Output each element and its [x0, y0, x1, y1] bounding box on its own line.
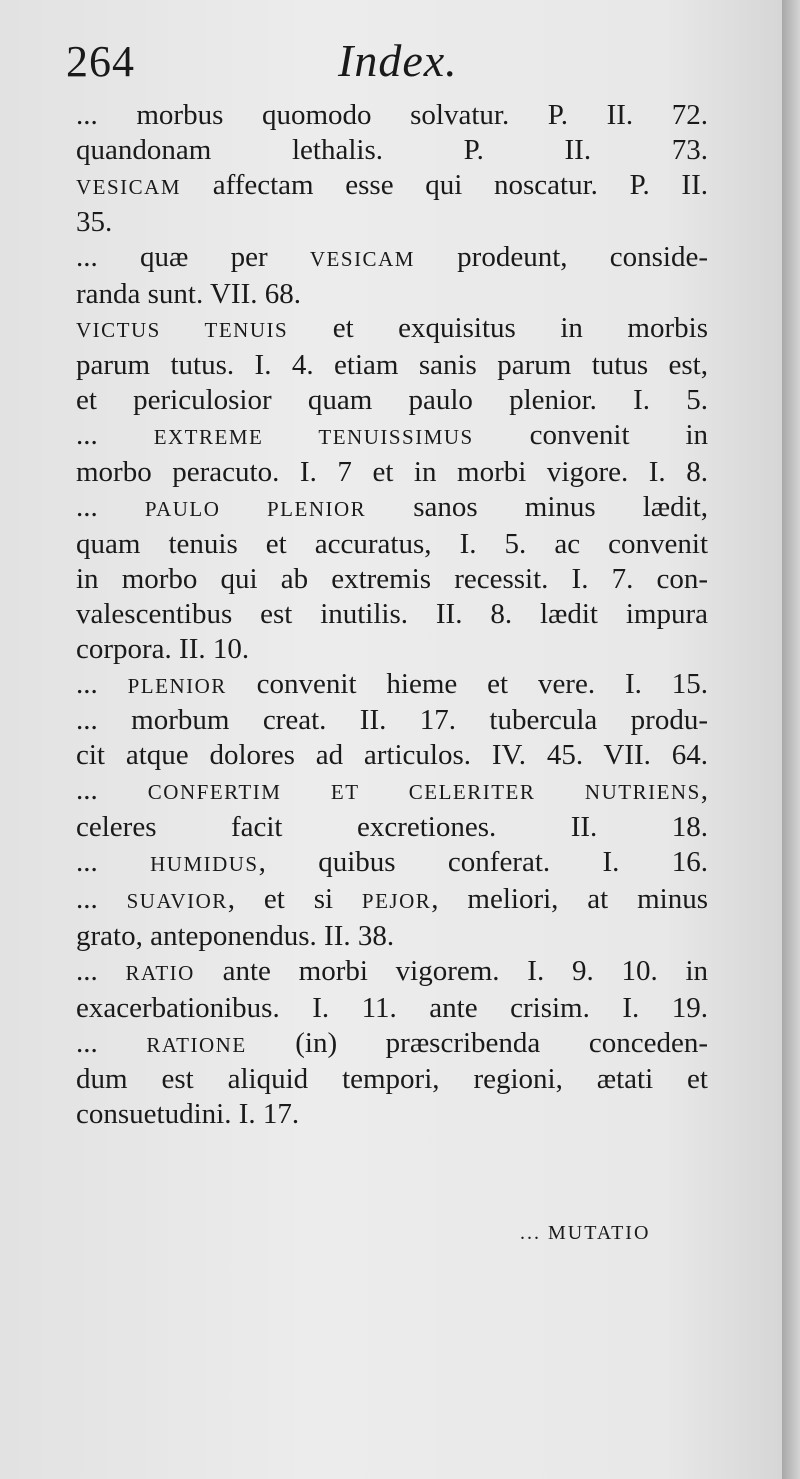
line-text: affectam esse qui noscatur. P. II.	[181, 168, 708, 201]
line-text: ...	[76, 1026, 147, 1059]
small-caps-term: VESICAM	[309, 246, 415, 271]
small-caps-term: VESICAM	[76, 174, 182, 199]
index-line	[76, 882, 708, 919]
index-line	[76, 597, 708, 632]
index-line	[76, 845, 708, 882]
small-caps-term: SUAVIOR	[126, 888, 228, 913]
page-number: 264	[66, 37, 135, 86]
line-text: exacerbationibus. I. 11. ante crisim. I. 19.	[76, 991, 708, 1024]
index-line	[76, 954, 708, 991]
index-line	[76, 418, 708, 455]
line-text: consuetudini. I. 17.	[76, 1098, 300, 1131]
line-text: ... morbus quomodo solvatur. P. II. 72.	[76, 99, 708, 131]
line-text: morbo peracuto. I. 7 et in morbi vigore. I. 8.	[76, 456, 708, 489]
small-caps-term: RATIONE	[146, 1032, 247, 1057]
index-line	[76, 168, 708, 205]
line-text: ...	[76, 419, 154, 452]
small-caps-term: PLENIOR	[127, 673, 227, 698]
line-text: ...	[76, 490, 145, 523]
line-text: ante morbi vigorem. I. 9. 10. in	[194, 954, 708, 987]
index-line	[76, 348, 708, 383]
small-caps-term: HUMIDUS	[150, 852, 259, 877]
page-header	[66, 30, 716, 90]
line-text: ...	[76, 882, 127, 915]
index-line	[76, 773, 708, 810]
line-text: quandonam lethalis. P. II. 73.	[76, 133, 708, 166]
index-line	[76, 1097, 708, 1132]
line-text: , quibus conferat. I. 16.	[258, 846, 708, 879]
index-line	[76, 455, 708, 490]
index-line	[76, 277, 708, 312]
line-text: ... morbum creat. II. 17. tubercula produ-	[76, 704, 708, 737]
index-line	[76, 98, 708, 133]
index-line	[76, 1026, 708, 1063]
line-text: ...	[76, 667, 128, 700]
line-text: convenit in	[473, 419, 709, 452]
page-edge	[782, 0, 800, 1479]
catchword: ... MUTATIO	[520, 1222, 651, 1244]
line-text: valescentibus est inutilis. II. 8. lædit impura	[76, 597, 708, 630]
line-text: , et si	[227, 882, 362, 915]
line-text: corpora. II. 10.	[76, 632, 250, 665]
line-text: 35.	[76, 205, 113, 238]
line-text: quam tenuis et accuratus, I. 5. ac convenit	[76, 527, 708, 560]
line-text: convenit hieme et vere. I. 15.	[226, 667, 708, 700]
index-line	[76, 133, 708, 168]
line-text: , meliori, at minus	[431, 882, 708, 915]
line-text: parum tutus. I. 4. etiam sanis parum tutus est,	[76, 349, 708, 382]
index-line	[76, 527, 708, 562]
line-text: ...	[76, 774, 148, 807]
running-head: Index.	[338, 35, 458, 86]
small-caps-term: RATIO	[125, 960, 195, 985]
index-text	[76, 98, 708, 1132]
line-text: sanos minus lædit,	[366, 490, 708, 523]
line-text: grato, anteponendus. II. 38.	[76, 919, 395, 952]
index-line	[76, 738, 708, 773]
index-line	[76, 311, 708, 348]
line-text: celeres facit excretiones. II. 18.	[76, 811, 708, 844]
line-text: in morbo qui ab extremis recessit. I. 7. con-	[76, 562, 708, 595]
index-line	[76, 991, 708, 1026]
line-text: randa sunt. VII. 68.	[76, 277, 301, 310]
small-caps-term: VICTUS TENUIS	[76, 318, 289, 343]
index-line	[76, 919, 708, 954]
index-line	[76, 205, 708, 240]
line-text: ...	[76, 846, 151, 879]
index-line	[76, 632, 708, 667]
small-caps-term: PAULO PLENIOR	[144, 496, 367, 521]
line-text: ,	[700, 774, 709, 807]
index-line	[76, 703, 708, 738]
index-line	[76, 1062, 708, 1097]
small-caps-term: EXTREME TENUISSIMUS	[153, 425, 474, 450]
small-caps-term: CONFERTIM ET CELERITER NUTRIENS	[147, 780, 701, 805]
index-line	[76, 562, 708, 597]
line-text: et exquisitus in morbis	[288, 312, 708, 345]
index-line	[76, 667, 708, 704]
line-text: (in) præscribenda conceden-	[246, 1026, 708, 1059]
index-line	[76, 810, 708, 845]
line-text: prodeunt, conside-	[414, 240, 708, 273]
index-line	[76, 490, 708, 527]
line-text: et periculosior quam paulo plenior. I. 5.	[76, 384, 708, 417]
line-text: ...	[76, 954, 126, 987]
line-text: ... quæ per	[76, 240, 310, 273]
line-text: cit atque dolores ad articulos. IV. 45. VII. 64.	[76, 739, 708, 772]
line-text: dum est aliquid tempori, regioni, ætati et	[76, 1063, 708, 1096]
small-caps-term: PEJOR	[361, 888, 432, 913]
index-line	[76, 383, 708, 418]
index-line	[76, 240, 708, 277]
